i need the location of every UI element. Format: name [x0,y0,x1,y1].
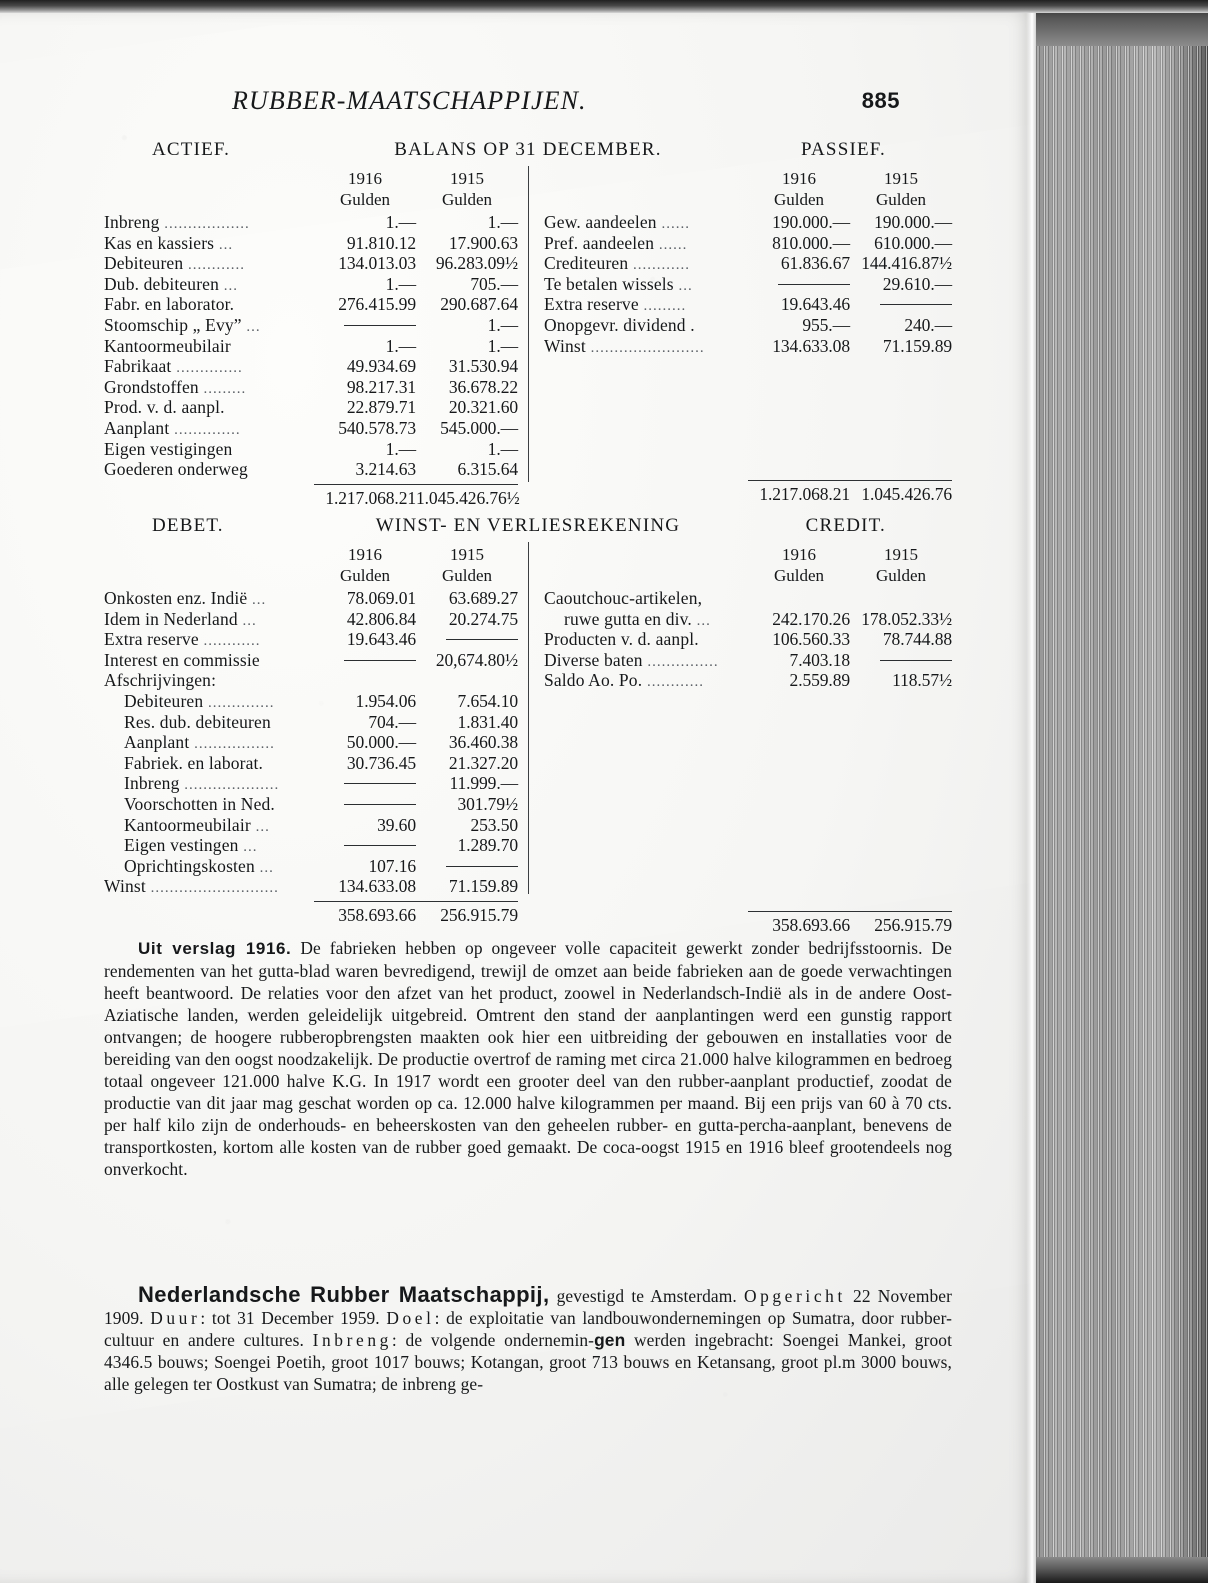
ledger-row-label: Gew. aandeelen ...... [544,212,690,232]
ledger-row-value-1916: 2.559.89 [789,670,850,691]
balance-sheet-table [104,140,952,508]
ledger-row [544,336,952,357]
caption-actief: ACTIEF. [152,139,231,160]
assets-year-header [104,168,518,212]
ledger-row-value-1915: 301.79½ [457,793,518,814]
ledger-row [104,712,518,733]
debit-currency-1915: Gulden [441,566,493,585]
ledger-row-value-1915: 21.327.20 [448,752,518,773]
caption-balans: BALANS OP 31 DECEMBER. [394,139,662,160]
profit-loss-body [104,544,952,936]
ledger-row-value-1915: 118.57½ [892,670,952,691]
ledger-row-value-1915: 78.744.88 [882,629,952,650]
ledger-row-label: Extra reserve ......... [544,294,687,315]
dot-leader: ... [238,839,258,856]
company-seat: gevestigd te Amsterdam. [549,1286,744,1306]
ledger-row-value-1916: 1.— [385,212,416,232]
caption-winst-verlies: WINST- EN VERLIESREKENING [375,515,681,536]
contribution-rest: werden ingebracht: Soengei Mankei, groot 4346.5 bouws; Soengei Poetih, groot 1017 bouws; Kotangan, groot 713 bouws en Ketansang, groot pl.m 3000 bouws, alle gelegen ter Oostkust van Sumatra; de inbreng ge- [104,1330,953,1394]
credit-header-1916 [748,544,850,588]
ledger-row [104,336,518,357]
printed-page [0,12,1036,1583]
caption-passief: PASSIEF. [800,139,886,160]
ledger-row-value-1916: 106.560.33 [772,629,850,650]
dot-leader: ... [214,236,234,253]
ledger-row [104,315,518,336]
ledger-row [104,650,518,671]
ledger-row-label: Prod. v. d. aanpl. [104,397,225,418]
ledger-row-value-1915 [416,856,518,877]
ledger-row-value-1916: 134.633.08 [338,876,416,897]
ledger-row-value-1916: 7.403.18 [789,649,850,670]
credit-year-1915: 1915 [884,545,918,564]
ledger-row [104,418,518,439]
ledger-row-value-1915: 545.000.— [440,417,518,438]
ledger-row-value-1916: 276.415.99 [338,294,416,315]
dot-leader: ................. [189,736,275,753]
ledger-row-label: Debiteuren ............ [104,253,245,274]
ledger-row [104,212,518,233]
page-right-edge [1026,12,1036,1583]
ledger-row-label: Kantoormeubilair [104,335,231,356]
ledger-row-value-1915: 253.50 [470,814,518,835]
credit-currency-1916: Gulden [773,566,825,585]
scan-top-shadow [0,0,1208,13]
ledger-row [104,856,518,877]
dot-leader: ... [673,277,693,294]
ledger-row-label: Res. dub. debiteuren [124,711,271,732]
dot-leader: ........................ [585,339,705,356]
ledger-row [104,377,518,398]
ledger-row [544,274,952,295]
assets-header-1916 [314,168,416,212]
debit-currency-1916: Gulden [339,566,391,585]
ledger-row-value-1916 [314,794,416,815]
ledger-row-label: Onkosten enz. Indië ... [104,588,267,608]
ledger-row-value-1916: 1.— [385,273,416,294]
ledger-row [104,609,518,630]
ledger-row [104,439,518,460]
duration-label: Duur [150,1308,201,1328]
ledger-row-value-1916: 61.836.67 [780,253,850,274]
ledger-row-value-1916: 1.— [385,438,416,459]
dot-leader: ... [247,592,267,608]
ledger-row [104,233,518,254]
ledger-row-label: Fabriek. en laborat. [124,752,264,773]
ledger-row [104,794,518,815]
ledger-row-value-1915: 1.— [487,335,518,356]
liabilities-total-1916: 1.217.068.21 [748,480,850,505]
ledger-row-label: Kas en kassiers ... [104,232,234,253]
ledger-row-value-1916: 91.810.12 [346,232,416,253]
ledger-row-label: Fabr. en laborator. [104,294,235,315]
liabilities-header-1916 [748,168,850,212]
report-body-text: De fabrieken hebben op ongeveer volle capaciteit gewerkt zonder bedrijfsstoornis. De rendementen van het gutta-blad waren bevredigend, trewijl de omzet aan beide fabrieken aan de goede verwachtingen heeft beantwoord. De relaties voor den afzet van het product, zoowel in Nederlandsch-Indië als in de andere Oost-Aziatische landen, werden geleidelijk uitgebreid. Omtrent den stand der aanplantingen werd een gunstig rapport ontvangen; de hoogere rubberopbrengsten maakten ook hier een uitbreiding der gebouwen en installaties voor de bereiding van den oogst noodzakelijk. De productie overtrof de raming met circa 21.000 halve kilogrammen en bedroeg totaal ongeveer 121.000 halve K.G. In 1917 wordt een grooter deel van den rubber-aanplant productief, zoodat de productie van dit jaar mag geschat worden op ca. 12.000 halve kilogrammen per maand. Bij een prijs van 60 à 70 cts. per half kilo zijn de onderhouds- en beheerskosten van den geheelen rubber- en gutta-percha-aanplant, benevens de transportkosten, kortom alle kosten van de rubber goed gemaakt. De coca-oogst 1915 en 1916 bleef grootendeels nog onverkocht. [104,938,952,1179]
liabilities-year-1916: 1916 [782,169,816,188]
page-number: 885 [861,88,900,113]
ledger-row-value-1915: 1.— [487,314,518,335]
ledger-row-value-1915: 178.052.33½ [861,608,952,629]
annual-report-paragraph [104,937,952,1180]
ledger-row-value-1915: 17.900.63 [448,232,518,253]
ledger-row-value-1916: 50.000.— [346,732,416,753]
ledger-row-value-1916 [314,650,416,671]
dot-leader: ............ [198,633,261,650]
debit-header-1915 [416,544,518,588]
founded-label: Opgericht [743,1286,846,1306]
ledger-row-label: Inbreng .................... [124,773,280,794]
ledger-row [104,815,518,836]
ledger-row [104,773,518,794]
ledger-row-value-1916: 39.60 [377,814,416,835]
ledger-row-value-1916: 242.170.26 [772,608,850,629]
report-run-in-heading: Uit verslag 1916. [138,939,292,958]
ledger-row [104,629,518,650]
credit-column [528,544,952,936]
ledger-row-value-1916: 540.578.73 [338,417,416,438]
ledger-row [544,650,952,671]
dot-leader: ......... [638,298,687,315]
ledger-row-label: Aanplant .............. [104,417,241,438]
ledger-row [104,588,518,609]
ledger-row-value-1916: 98.217.31 [346,376,416,397]
dot-leader: ............ [183,257,245,274]
ledger-row-label: Eigen vestingen ... [124,835,258,856]
ledger-row [104,670,518,691]
ledger-row-value-1915: 1.— [487,212,518,232]
ledger-row [544,294,952,315]
ledger-row [104,397,518,418]
ledger-row-value-1915: 290.687.64 [440,294,518,315]
ledger-row [544,670,952,691]
credit-totals-row [544,907,952,936]
credit-header-1915 [850,544,952,588]
ledger-row-value-1915: 20.321.60 [448,397,518,418]
ledger-row [104,876,518,897]
ledger-row [104,753,518,774]
ledger-row-label: Pref. aandeelen ...... [544,232,688,253]
ledger-row-value-1915: 31.530.94 [448,356,518,377]
dot-leader: ... [219,277,238,294]
ledger-row-label: Extra reserve ............ [104,629,261,650]
ledger-row-value-1916: 22.879.71 [346,397,416,418]
book-fore-edge [1026,0,1208,1583]
ledger-row [104,294,518,315]
ledger-row-label: Inbreng .................. [104,212,250,232]
ledger-row-value-1916: 30.736.45 [346,752,416,773]
ledger-row-label: Onopgevr. dividend . [544,314,695,335]
ledger-row-label: Interest en commissie [104,649,260,670]
dot-leader: .............. [169,421,241,438]
credit-total-1916: 358.693.66 [748,911,850,936]
dot-leader: ...... [654,236,688,253]
assets-year-1916: 1916 [348,169,382,188]
ledger-row-label: Winst ........................... [104,876,279,897]
ledger-row-value-1915: 144.416.87½ [861,253,952,274]
ledger-row-value-1916: 19.643.46 [780,294,850,315]
ledger-row [544,233,952,254]
ledger-row-value-1915: 610.000.— [874,232,952,253]
ledger-row-value-1915: 1.289.70 [457,835,518,856]
assets-total-1915: 1.045.426.76½ [416,484,518,509]
company-entry-paragraph [104,1284,952,1395]
profit-loss-captions [104,516,952,544]
ledger-row-label: Te betalen wissels ... [544,273,693,294]
ledger-row [104,356,518,377]
ledger-row-label: Grondstoffen ......... [104,376,247,397]
dot-leader: ... [691,612,711,629]
company-name: Nederlandsche Rubber Maatschappij, [138,1282,550,1307]
credit-year-1916: 1916 [782,545,816,564]
debit-year-1915: 1915 [450,545,484,564]
ledger-row-label: Eigen vestigingen [104,438,233,459]
dot-leader: ............ [642,674,704,691]
balance-sheet-body [104,168,952,508]
ledger-row-label: Voorschotten in Ned. [124,793,275,814]
ledger-row-value-1916: 704.— [368,711,416,732]
ledger-row-value-1916 [314,315,416,336]
caption-credit: CREDIT. [805,515,886,536]
ledger-row [544,212,952,233]
dot-leader: .............. [171,360,243,377]
ledger-row-label: Oprichtingskosten ... [124,855,274,876]
ledger-row-label: Crediteuren ............ [544,253,691,274]
liabilities-totals-row [544,476,952,505]
ledger-row-label: Stoomschip „ Evy” ... [104,314,261,335]
dot-leader: .................. [159,216,250,232]
ledger-row-value-1915: 7.654.10 [457,690,518,711]
debit-header-1916 [314,544,416,588]
dot-leader: ... [254,859,274,876]
credit-total-1915: 256.915.79 [850,911,952,936]
ledger-row-value-1915 [850,650,952,671]
ledger-row-value-1915: 20,674.80½ [435,649,518,670]
ledger-row-value-1916: 1.— [385,335,416,356]
liabilities-currency-1916: Gulden [773,190,825,209]
ledger-row-label: Producten v. d. aanpl. [544,629,699,650]
ledger-row-value-1915: 71.159.89 [882,335,952,356]
ledger-row [544,629,952,650]
ledger-row-value-1915: 71.159.89 [448,876,518,897]
ledger-row-value-1916: 42.806.84 [346,608,416,629]
debit-total-1916: 358.693.66 [314,901,416,926]
ledger-row-value-1915: 96.283.09½ [435,253,518,274]
dot-leader: .............. [203,694,275,711]
ledger-row-value-1915: 36.678.22 [448,376,518,397]
ledger-row-value-1916: 107.16 [368,855,416,876]
debit-totals-row [104,897,518,926]
ledger-row-value-1916 [314,835,416,856]
book-fore-edge-bottom-shadow [1026,1557,1208,1583]
contribution-bold-tail: gen [594,1330,626,1350]
profit-loss-table [104,516,952,936]
ledger-row-value-1916: 49.934.69 [346,356,416,377]
ledger-row-label: Fabrikaat .............. [104,356,243,377]
liabilities-column [528,168,952,508]
ledger-row-label: Caoutchouc-artikelen, [544,588,703,608]
ledger-row [544,588,952,609]
duration-value: : tot 31 December 1959. [200,1308,387,1328]
purpose-value: : de exploitatie van landbouwondernemingen op Sumatra, door rubber-cultuur en andere cultures. [104,1308,953,1350]
ledger-row-value-1916: 19.643.46 [346,629,416,650]
ledger-row-label: Dub. debiteuren ... [104,273,238,294]
ledger-row [104,732,518,753]
ledger-row-value-1916 [314,773,416,794]
caption-debet: DEBET. [152,515,224,536]
assets-total-1916: 1.217.068.21 [314,484,416,509]
ledger-row-value-1915 [850,294,952,315]
ledger-row-label: Aanplant ................. [124,732,275,753]
dot-leader: ............ [628,257,691,274]
ledger-row-value-1915: 20.274.75 [448,608,518,629]
dot-leader: .................... [179,777,280,794]
ledger-row-label: Saldo Ao. Po. ............ [544,670,704,691]
ledger-row-value-1916: 955.— [802,314,850,335]
ledger-row [104,274,518,295]
assets-column [104,168,528,508]
balance-sheet-captions [104,140,952,168]
ledger-row-value-1915: 705.— [470,273,518,294]
ledger-row-value-1916: 3.214.63 [355,459,416,480]
purpose-label: Doel [386,1308,435,1328]
credit-year-header [544,544,952,588]
debit-column [104,544,528,936]
assets-header-1915 [416,168,518,212]
dot-leader: ........................... [145,880,279,897]
ledger-row-value-1916: 134.013.03 [338,253,416,274]
debit-total-1915: 256.915.79 [416,901,518,926]
ledger-row-label: Diverse baten ............... [544,649,719,670]
ledger-row-value-1916: 134.633.08 [772,335,850,356]
liabilities-currency-1915: Gulden [875,190,927,209]
ledger-row [544,315,952,336]
ledger-row-value-1915: 240.— [904,314,952,335]
contribution-label: Inbreng [312,1330,392,1350]
contribution-value: : de volgende ondernemin- [391,1330,595,1350]
ledger-row-label: Afschrijvingen: [104,670,217,691]
ledger-row [104,253,518,274]
credit-currency-1915: Gulden [875,566,927,585]
ledger-row-value-1915: 190.000.— [874,212,952,232]
dot-leader: ... [241,318,261,335]
ledger-row [104,835,518,856]
ledger-row-value-1916: 1.954.06 [355,690,416,711]
ledger-row-value-1915: 1.— [487,438,518,459]
ledger-row-value-1915 [416,629,518,650]
ledger-row [544,609,952,630]
ledger-row-label: ruwe gutta en div. ... [564,608,711,629]
assets-totals-row [104,480,518,509]
running-head [0,86,952,120]
dot-leader: ......... [198,380,247,397]
ledger-row-value-1916: 810.000.— [772,232,850,253]
assets-currency-1915: Gulden [441,190,493,209]
ledger-row-label: Goederen onderweg [104,459,248,480]
assets-year-1915: 1915 [450,169,484,188]
debit-year-header [104,544,518,588]
ledger-row-label: Idem in Nederland ... [104,608,257,629]
ledger-row-value-1915: 1.831.40 [457,711,518,732]
ledger-row-value-1916: 78.069.01 [346,588,416,608]
dot-leader: ... [250,818,270,835]
ledger-row [104,459,518,480]
ledger-row-value-1915: 29.610.— [882,273,952,294]
dot-leader: ...... [656,216,690,232]
ledger-row-label: Debiteuren .............. [124,690,275,711]
ledger-row-value-1916 [748,274,850,295]
ledger-row-value-1915: 11.999.— [449,773,518,794]
ledger-row-label: Winst ........................ [544,335,705,356]
ledger-row-value-1915: 36.460.38 [448,732,518,753]
ledger-row-value-1916: 190.000.— [772,212,850,232]
dot-leader: ... [237,612,257,629]
ledger-row-value-1915: 6.315.64 [457,459,518,480]
liabilities-year-1915: 1915 [884,169,918,188]
liabilities-header-1915 [850,168,952,212]
debit-year-1916: 1916 [348,545,382,564]
liabilities-total-1915: 1.045.426.76 [850,480,952,505]
ledger-row-label: Kantoormeubilair ... [124,814,270,835]
ledger-row [544,253,952,274]
running-head-title: RUBBER-MAATSCHAPPIJEN. [232,86,587,115]
ledger-row-value-1915: 63.689.27 [448,588,518,608]
liabilities-year-header [544,168,952,212]
ledger-row [104,691,518,712]
assets-currency-1916: Gulden [339,190,391,209]
dot-leader: ............... [642,653,719,670]
founded-value: 22 November 1909. [104,1286,952,1328]
